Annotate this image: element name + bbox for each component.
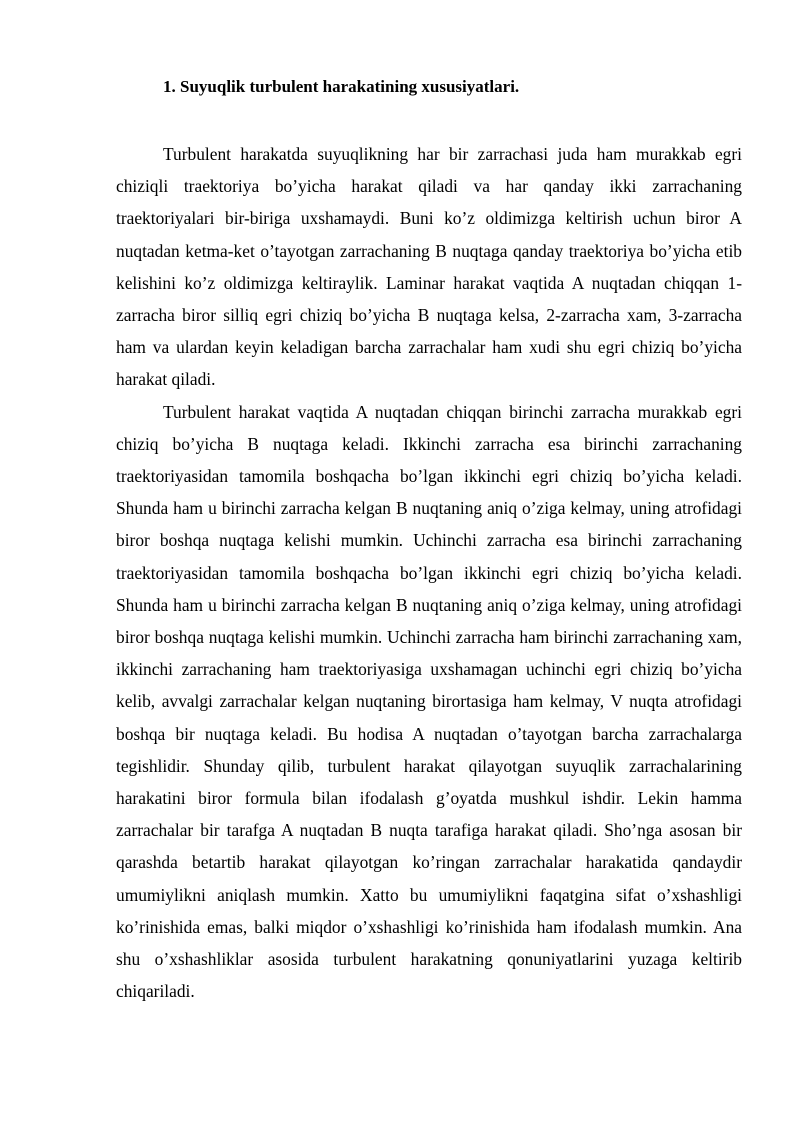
section-heading: 1. Suyuqlik turbulent harakatining xususiyatlari. bbox=[163, 77, 520, 96]
section-body bbox=[116, 138, 742, 1007]
paragraph-turbulent-particles: Turbulent harakat vaqtida A nuqtadan chiqqan birinchi zarracha murakkab egri chiziq bo’yicha B nuqtaga keladi. Ikkinchi zarracha esa birinchi zarrachaning traektoriyasidan tamomila boshqacha bo’lgan ikkinchi egri chiziq bo’yicha keladi. Shunda ham u birinchi zarracha kelgan B nuqtaning aniq o’ziga kelmay, uning atrofidagi biror boshqa nuqtaga kelishi mumkin. Uchinchi zarracha esa birinchi zarrachaning traektoriyasidan tamomila boshqacha bo’lgan ikkinchi egri chiziq bo’yicha keladi. Shunda ham u birinchi zarracha kelgan B nuqtaning aniq o’ziga kelmay, uning atrofidagi biror boshqa nuqtaga kelishi mumkin. Uchinchi zarracha ham birinchi zarrachaning xam, ikkinchi zarrachaning ham traektoriyasiga uxshamagan uchinchi egri chiziq bo’yicha kelib, avvalgi zarrachalar kelgan nuqtaning birortasiga ham kelmay, V nuqta atrofidagi boshqa bir nuqtaga keladi. Bu hodisa A nuqtadan o’tayotgan barcha zarrachalarga tegishlidir. Shunday qilib, turbulent harakat qilayotgan suyuqlik zarrachalarining harakatini biror formula bilan ifodalash g’oyatda mushkul ishdir. Lekin hamma zarrachalar bir tarafga A nuqtadan B nuqta tarafiga harakat qiladi. Sho’nga asosan bir qarashda betartib harakat qilayotgan ko’ringan zarrachalar harakatida qandaydir umumiylikni aniqlash mumkin. Xatto bu umumiylikni faqatgina sifat o’xshashligi ko’rinishida emas, balki miqdor o’xshashligi ko’rinishida ham ifodalash mumkin. Ana shu o’xshashliklar asosida turbulent harakatning qonuniyatlarini yuzaga keltirib chiqariladi. bbox=[116, 401, 742, 1002]
paragraph-laminar-vs-turbulent: Turbulent harakatda suyuqlikning har bir zarrachasi juda ham murakkab egri chiziqli traektoriya bo’yicha harakat qiladi va har qanday ikki zarrachaning traektoriyalari bir-biriga uxshamaydi. Buni ko’z oldimizga keltirish uchun biror A nuqtadan ketma-ket o’tayotgan zarrachaning B nuqtaga qanday traektoriya bo’yicha etib kelishini ko’z oldimizga keltiraylik. Laminar harakat vaqtida A nuqtadan chiqqan 1-zarracha biror silliq egri chiziq bo’yicha B nuqtaga kelsa, 2-zarracha xam, 3-zarracha ham va ulardan keyin keladigan barcha zarrachalar ham xudi shu egri chiziq bo’yicha harakat qiladi. bbox=[116, 144, 742, 390]
